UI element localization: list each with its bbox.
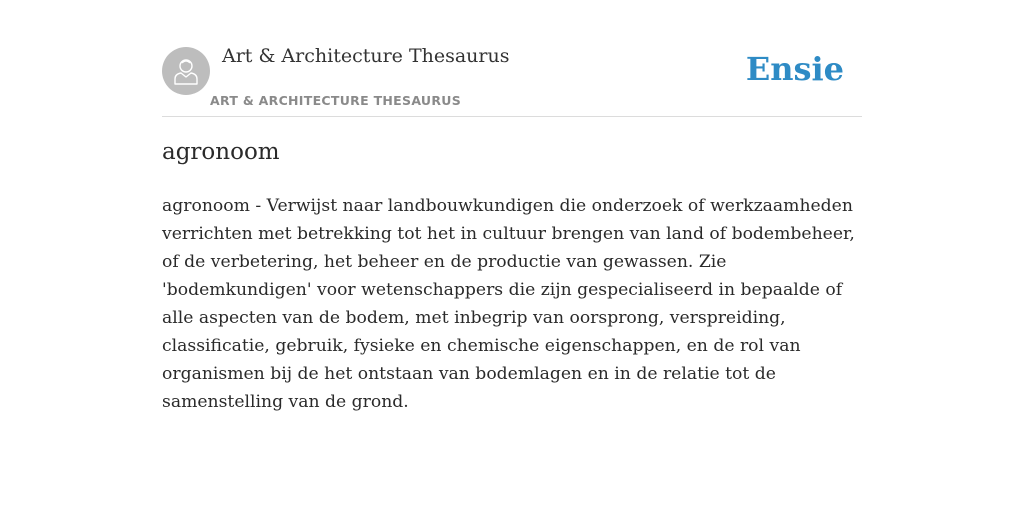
- user-icon: [172, 56, 200, 86]
- source-subtitle[interactable]: ART & ARCHITECTURE THESAURUS: [210, 93, 462, 108]
- entry-definition: agronoom - Verwijst naar landbouwkundigen die onderzoek of werkzaamheden verrichten met betrekking tot het in cultuur brengen van land of bodembeheer, of de verbetering, het beheer en de productie van gewassen. Zie 'bodemkundigen' voor wetenschappers die zijn gespecialiseerd in bepaalde of alle aspecten van de bodem, met inbegrip van oorsprong, verspreiding, classificatie, gebruik, fysieke en chemische eigenschappen, en de rol van organismen bij de het ontstaan van bodemlagen en in de relatie tot de samenstelling van de grond.: [162, 196, 855, 412]
- entry-term: agronoom: [162, 139, 280, 165]
- avatar[interactable]: [162, 47, 210, 95]
- brand-logo[interactable]: Ensie: [745, 50, 844, 88]
- header: [162, 0, 862, 117]
- page-container: [162, 0, 862, 412]
- source-title[interactable]: Art & Architecture Thesaurus: [222, 45, 510, 67]
